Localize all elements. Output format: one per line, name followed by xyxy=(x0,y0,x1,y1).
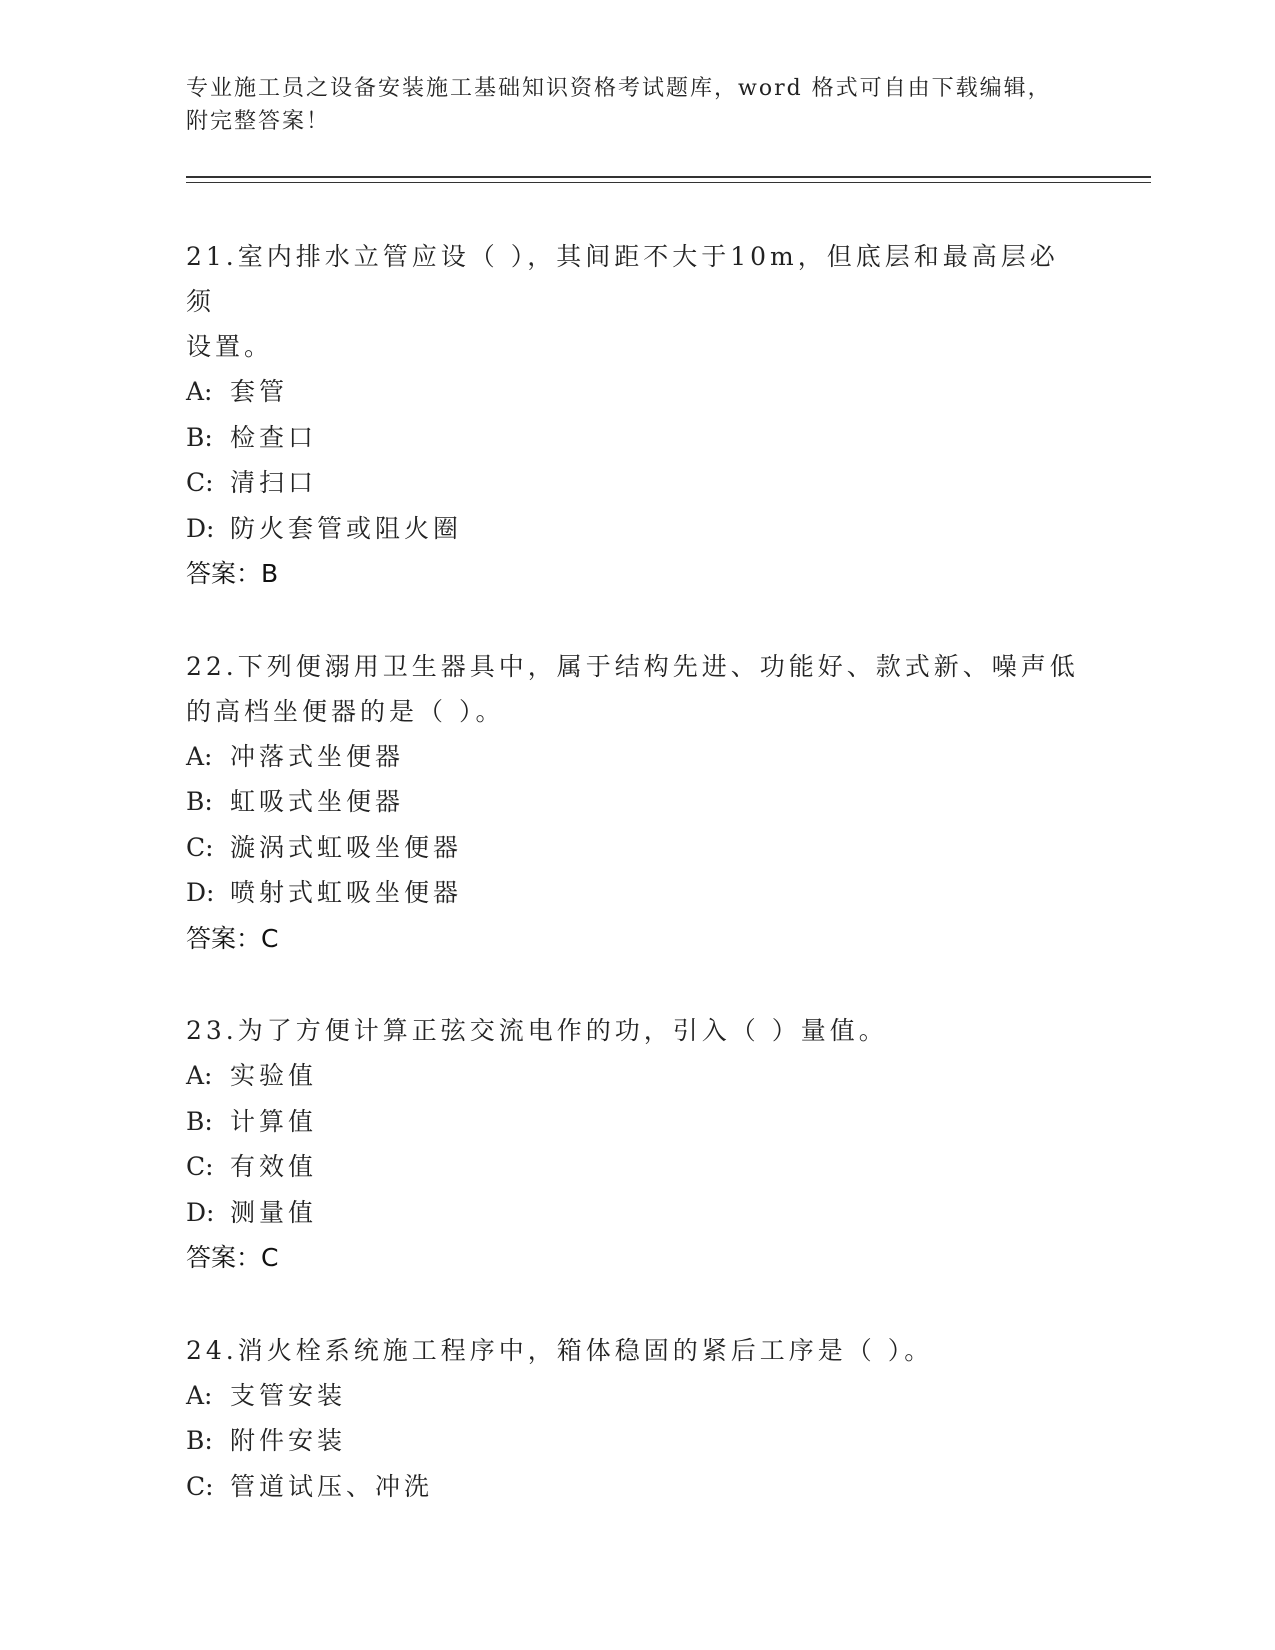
header-line-2: 附完整答案！ xyxy=(186,109,331,134)
option-c xyxy=(186,825,1086,871)
answer-label: 答案：B xyxy=(186,559,279,588)
question-stem-line: 的高档坐便器的是（ ）。 xyxy=(186,696,505,726)
option-key: C: xyxy=(186,1152,214,1181)
option-text: 清扫口 xyxy=(230,468,318,497)
question-stem-line: 21.室内排水立管应设（ ），其间距不大于10m，但底层和最高层必须 xyxy=(186,242,1059,316)
option-b xyxy=(186,779,1086,825)
option-text: 有效值 xyxy=(230,1152,318,1181)
answer-label: 答案：C xyxy=(186,1243,279,1272)
question-stem-line: 22.下列便溺用卫生器具中，属于结构先进、功能好、款式新、噪声低 xyxy=(186,651,1079,681)
option-a xyxy=(186,1053,1086,1099)
header-divider-thin xyxy=(186,182,1151,183)
header-divider-thick xyxy=(186,176,1151,178)
option-a xyxy=(186,1373,1086,1419)
question-stem xyxy=(186,234,1086,369)
question-24 xyxy=(186,1328,1086,1510)
option-text: 套管 xyxy=(230,377,289,406)
option-key: B: xyxy=(186,1426,213,1455)
option-key: C: xyxy=(186,832,214,862)
question-list xyxy=(186,234,1086,1556)
option-text: 实验值 xyxy=(230,1061,318,1090)
option-c xyxy=(186,1144,1086,1190)
option-c xyxy=(186,1464,1086,1510)
header-line-1: 专业施工员之设备安装施工基础知识资格考试题库，word 格式可自由下载编辑， xyxy=(186,76,1052,101)
question-stem xyxy=(186,644,1086,734)
option-key: B: xyxy=(186,422,213,452)
option-key: D: xyxy=(186,1197,215,1227)
option-a xyxy=(186,369,1086,415)
option-text: 测量值 xyxy=(230,1197,318,1227)
option-key: A: xyxy=(186,741,213,771)
option-key: B: xyxy=(186,1106,213,1136)
option-key: C: xyxy=(186,1471,214,1501)
question-22 xyxy=(186,644,1086,962)
option-b xyxy=(186,1418,1086,1464)
question-stem-line: 24.消火栓系统施工程序中，箱体稳固的紧后工序是（ ）。 xyxy=(186,1335,934,1365)
option-key: A: xyxy=(186,1380,213,1410)
option-text: 喷射式虹吸坐便器 xyxy=(230,878,463,907)
question-21 xyxy=(186,234,1086,597)
option-text: 管道试压、冲洗 xyxy=(230,1471,434,1501)
question-stem-line: 23.为了方便计算正弦交流电作的功，引入（ ）量值。 xyxy=(186,1016,888,1045)
option-text: 检查口 xyxy=(230,422,318,452)
option-text: 附件安装 xyxy=(230,1426,347,1455)
question-stem-line: 设置。 xyxy=(186,332,274,361)
option-key: D: xyxy=(186,513,215,543)
question-stem xyxy=(186,1008,1086,1053)
option-key: B: xyxy=(186,787,213,816)
option-b xyxy=(186,415,1086,461)
option-text: 支管安装 xyxy=(230,1380,347,1410)
option-key: D: xyxy=(186,878,215,907)
option-a xyxy=(186,734,1086,780)
option-d xyxy=(186,506,1086,552)
option-key: A: xyxy=(186,1061,213,1090)
option-key: C: xyxy=(186,468,214,497)
question-stem xyxy=(186,1328,1086,1373)
option-text: 防火套管或阻火圈 xyxy=(230,513,463,543)
option-c xyxy=(186,460,1086,506)
option-b xyxy=(186,1099,1086,1145)
option-text: 虹吸式坐便器 xyxy=(230,787,405,816)
option-text: 计算值 xyxy=(230,1106,318,1136)
answer-label: 答案：C xyxy=(186,923,279,953)
option-text: 漩涡式虹吸坐便器 xyxy=(230,832,463,862)
option-key: A: xyxy=(186,377,213,406)
question-23 xyxy=(186,1008,1086,1281)
document-header xyxy=(186,72,1086,138)
option-d xyxy=(186,1190,1086,1236)
option-text: 冲落式坐便器 xyxy=(230,741,405,771)
option-d xyxy=(186,870,1086,916)
